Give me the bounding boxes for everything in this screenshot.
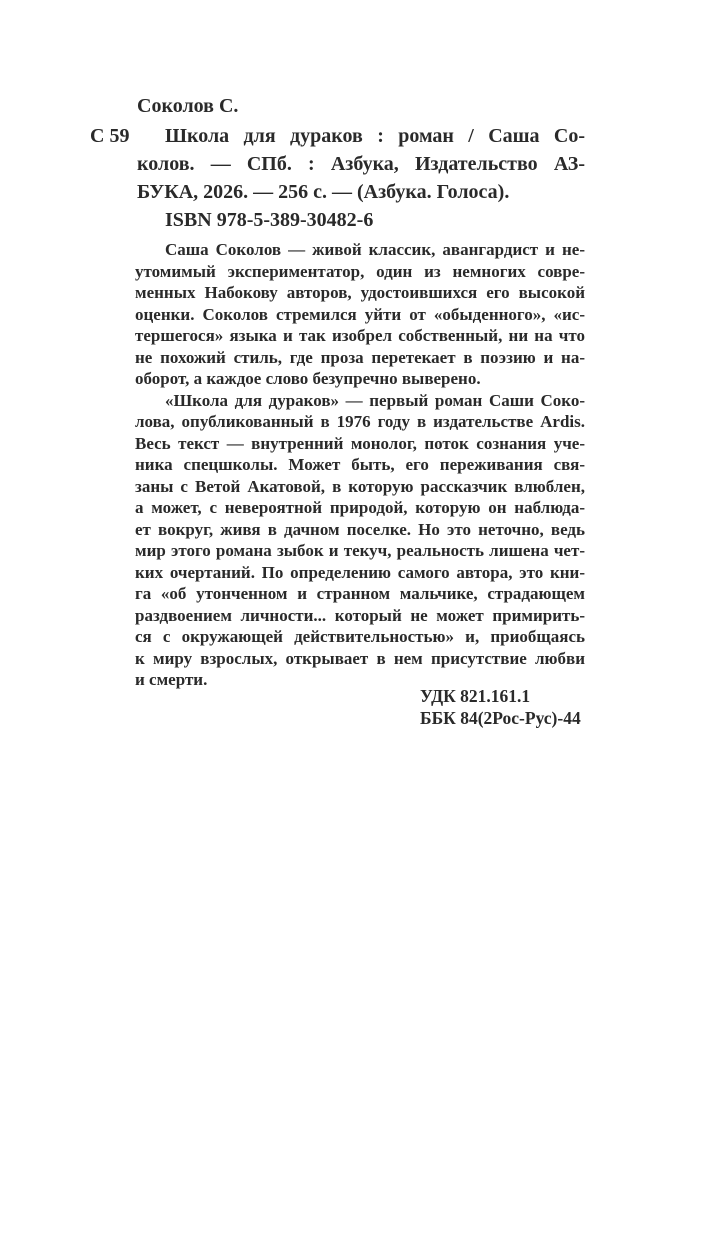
bib-line: Школа для дураков : роман / Саша Со- — [165, 125, 585, 147]
annotation-line: ника спецшколы. Может быть, его переживания свя- — [135, 455, 585, 474]
annotation-line: лова, опубликованный в 1976 году в издательстве Ardis. — [135, 412, 585, 431]
annotation — [135, 239, 585, 691]
udk-code: УДК 821.161.1 — [420, 686, 531, 706]
annotation-line: ся с окружающей действительностью» и, приобщаясь — [135, 627, 585, 646]
annotation-line: Весь текст — внутренний монолог, поток сознания уче- — [135, 433, 585, 453]
annotation-line: ких очертаний. По определению самого автора, это кни- — [135, 562, 585, 582]
bib-line: колов. — СПб. : Азбука, Издательство АЗ- — [137, 153, 585, 175]
annotation-line: раздвоением личности... который не может примирить- — [135, 605, 585, 625]
annotation-line: к миру взрослых, открывает в нем присутствие любви — [135, 648, 585, 668]
classification-code: С 59 — [90, 125, 130, 147]
annotation-line: и смерти. — [135, 670, 208, 689]
isbn-line: ISBN 978-5-389-30482-6 — [165, 209, 374, 231]
annotation-line: заны с Ветой Акатовой, в которую рассказчик влюблен, — [135, 476, 585, 496]
annotation-line: а может, с невероятной природой, которую он наблюда- — [135, 498, 585, 517]
bib-line: БУКА, 2026. — 256 с. — (Азбука. Голоса). — [137, 181, 510, 203]
annotation-line: мир этого романа зыбок и текуч, реальность лишена чет- — [135, 541, 585, 560]
annotation-line: утомимый экспериментатор, один из немногих совре- — [135, 261, 585, 281]
bbk-code: ББК 84(2Рос-Рус)-44 — [420, 707, 581, 728]
annotation-line: га «об утонченном и странном мальчике, страдающем — [135, 584, 585, 603]
annotation-line: менных Набокову авторов, удостоившихся его высокой — [135, 283, 585, 302]
classification-codes — [420, 686, 581, 729]
bibliographic-entry — [137, 122, 585, 234]
annotation-line: ет вокруг, живя в дачном поселке. Но это неточно, ведь — [135, 519, 585, 539]
annotation-line: тершегося» языка и так изобрел собственный, ни на что — [135, 326, 585, 345]
annotation-line: не похожий стиль, где проза перетекает в поэзию и на- — [135, 347, 585, 367]
author-heading: Соколов С. — [137, 95, 239, 117]
annotation-line: Саша Соколов — живой классик, авангардист и не- — [165, 240, 585, 259]
annotation-line: «Школа для дураков» — первый роман Саши Соко- — [165, 390, 585, 410]
annotation-line: оценки. Соколов стремился уйти от «обыденного», «ис- — [135, 304, 585, 324]
annotation-line: оборот, а каждое слово безупречно выверено. — [135, 369, 481, 388]
